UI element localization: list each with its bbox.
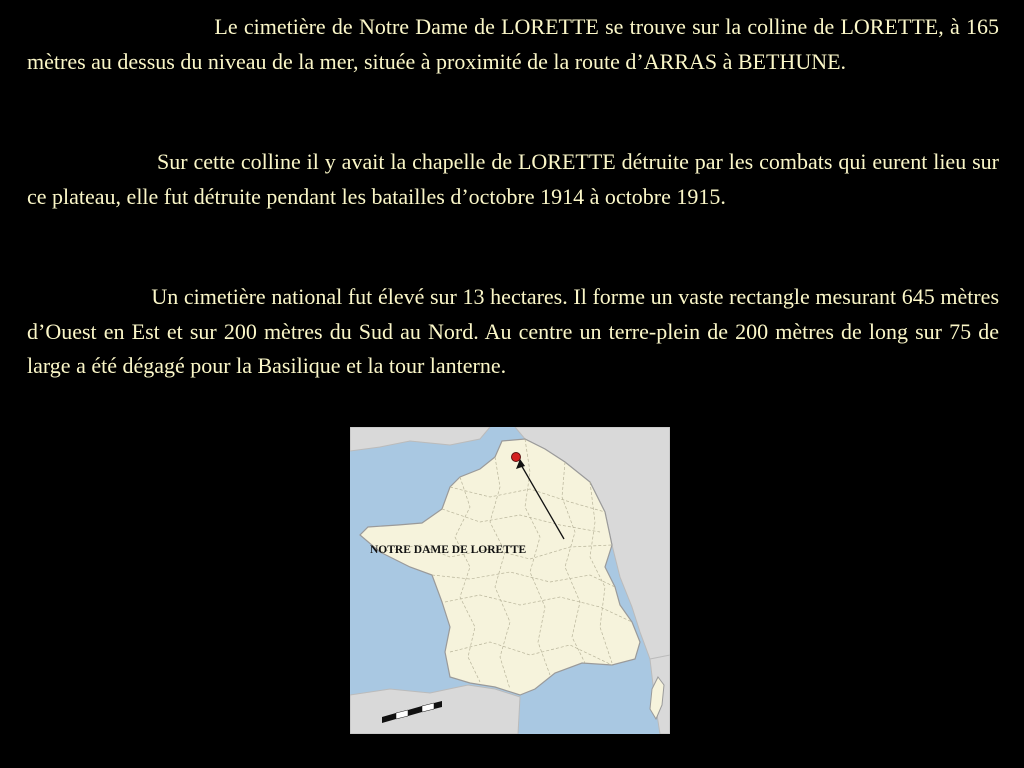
paragraph-cemetery	[27, 280, 999, 384]
france-map-graphic	[350, 427, 670, 734]
paragraph-text: Un cimetière national fut élevé sur 13 hectares. Il forme un vaste rectangle mesurant 645 mètres d’Ouest en Est et sur 200 mètres du Sud au Nord. Au centre un terre-plein de 200 mètres de long sur 75 de large a été dégagé pour la Basilique et la tour lanterne.	[27, 284, 1000, 378]
paragraph-chapel	[27, 145, 999, 214]
spain-land	[350, 685, 520, 734]
paragraph-indent	[27, 14, 214, 39]
location-dot-icon	[512, 453, 521, 462]
map-label: NOTRE DAME DE LORETTE	[370, 544, 527, 556]
paragraph-indent	[27, 149, 157, 174]
paragraph-text: Le cimetière de Notre Dame de LORETTE se trouve sur la colline de LORETTE, à 165 mètres au dessus du niveau de la mer, située à proximité de la route d’ARRAS à BETHUNE.	[27, 14, 999, 74]
paragraph-location	[27, 10, 999, 79]
paragraph-text: Sur cette colline il y avait la chapelle de LORETTE détruite par les combats qui eurent lieu sur ce plateau, elle fut détruite pendant les batailles d’octobre 1914 à octobre 1915.	[27, 149, 999, 209]
france-map	[350, 427, 670, 734]
paragraph-indent	[27, 284, 151, 309]
